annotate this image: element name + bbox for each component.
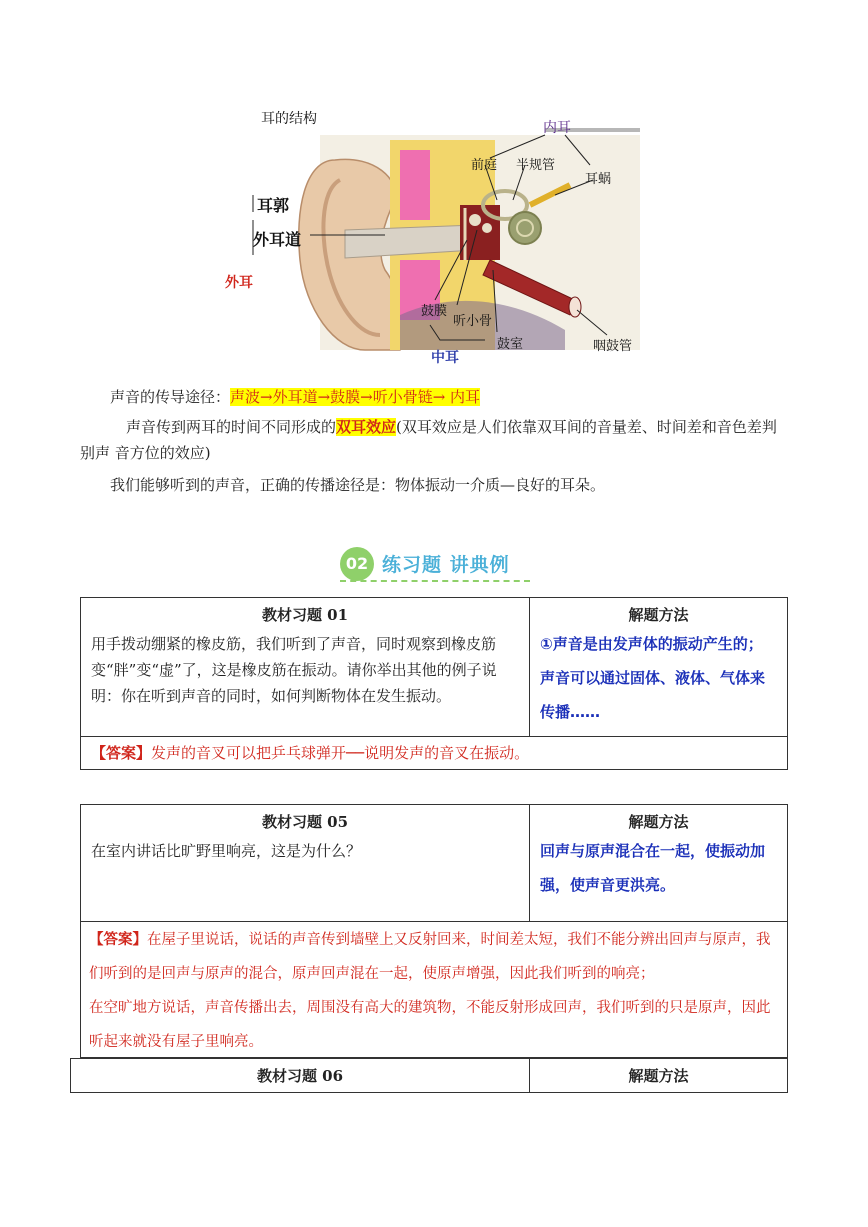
binaural-term: 双耳效应 bbox=[336, 418, 397, 436]
conduction-path-prefix: 声音的传导途径： bbox=[110, 388, 231, 406]
label-eardrum: 鼓膜 bbox=[421, 304, 448, 319]
label-auricle: 耳郭 bbox=[257, 196, 290, 215]
exercise-01-row bbox=[81, 598, 787, 736]
label-vestibule: 前庭 bbox=[471, 158, 498, 173]
exercise-table-06 bbox=[70, 1058, 788, 1093]
exercise-05-title: 教材习题 05 bbox=[261, 813, 349, 831]
exercise-01-method: ①声音是由发声体的振动产生的；声音可以通过固体、液体、气体来传播…… bbox=[540, 635, 766, 721]
exercise-01-method-title: 解题方法 bbox=[628, 606, 689, 624]
label-inner-ear: 内耳 bbox=[543, 120, 571, 136]
label-semicircular: 半规管 bbox=[516, 158, 556, 173]
exercise-01-question: 用手拨动绷紧的橡皮筋，我们听到了声音，同时观察到橡皮筋变“胖”变“虚”了，这是橡皮筋在振动。请你举出其他的例子说明：你在听到声音的同时，如何判断物体在发生振动。 bbox=[91, 635, 497, 705]
figure-title: 耳的结构 bbox=[261, 111, 317, 127]
label-ear-canal: 外耳道 bbox=[253, 230, 302, 249]
exercise-table-01 bbox=[80, 597, 788, 770]
exercise-06-question-cell bbox=[71, 1059, 530, 1092]
binaural-rest: (双耳效应是人们依靠双耳间的音量差、时间差和音色差判 bbox=[396, 418, 777, 436]
label-ossicles: 听小骨 bbox=[453, 314, 493, 329]
exercise-01-answer bbox=[91, 737, 777, 769]
exercise-05-answer-p1: 在屋子里说话，说话的声音传到墙壁上又反射回来，时间差太短，我们不能分辨出回声与原声，我们听到的是回声与原声的混合，原声回声混在一起，使原声增强，因此我们听到的响亮； bbox=[89, 932, 771, 982]
conduction-path-highlight: 声波→外耳道→鼓膜→听小骨链→ 内耳 bbox=[230, 388, 481, 406]
exercise-05-row bbox=[81, 805, 787, 921]
label-middle-ear: 中耳 bbox=[431, 350, 459, 366]
exercise-05-question-cell bbox=[81, 805, 530, 921]
exercise-05-method-cell bbox=[530, 805, 787, 921]
exercise-01-answer-row bbox=[81, 737, 787, 771]
exercise-05-answer-tag: 【答案】 bbox=[89, 931, 147, 948]
section-underline bbox=[340, 580, 530, 582]
conduction-path bbox=[110, 384, 480, 410]
section-banner bbox=[340, 544, 530, 584]
exercise-01-method-cell bbox=[530, 598, 787, 736]
exercise-table-05 bbox=[80, 804, 788, 1058]
exercise-01-answer-tag: 【答案】 bbox=[91, 744, 152, 762]
binaural-paragraph bbox=[80, 414, 800, 466]
ear-structure-figure bbox=[225, 100, 645, 370]
exercise-05-answer-row bbox=[81, 923, 787, 1057]
exercise-01-title: 教材习题 01 bbox=[261, 606, 349, 624]
exercise-06-title: 教材习题 06 bbox=[256, 1067, 344, 1085]
exercise-05-method-title: 解题方法 bbox=[628, 813, 689, 831]
section-number-badge: 02 bbox=[340, 547, 374, 581]
binaural-line2: 别声 音方位的效应) bbox=[80, 444, 211, 462]
exercise-05-answer bbox=[89, 923, 779, 991]
label-eustachian: 咽鼓管 bbox=[593, 339, 633, 354]
exercise-01-question-cell bbox=[81, 598, 530, 736]
exercise-05-method: 回声与原声混合在一起，使振动加强，使声音更洪亮。 bbox=[540, 842, 766, 894]
label-outer-ear: 外耳 bbox=[225, 275, 253, 291]
label-tympanic: 鼓室 bbox=[497, 337, 524, 352]
exercise-05-answer-p2: 在空旷地方说话，声音传播出去，周围没有高大的建筑物，不能反射形成回声，我们听到的只是原声，因此听起来就没有屋子里响亮。 bbox=[89, 1000, 771, 1050]
hearing-path: 我们能够听到的声音，正确的传播途径是：物体振动一介质—良好的耳朵。 bbox=[110, 476, 606, 494]
section-title: 练习题 讲典例 bbox=[382, 554, 510, 576]
label-cochlea: 耳蜗 bbox=[585, 172, 612, 187]
binaural-prefix: 声音传到两耳的时间不同形成的 bbox=[126, 418, 337, 436]
exercise-05-question: 在室内讲话比旷野里响亮，这是为什么？ bbox=[91, 842, 362, 860]
exercise-01-answer-text: 发声的音叉可以把乒乓球弹开──说明发声的音叉在振动。 bbox=[151, 744, 530, 762]
exercise-06-method-title: 解题方法 bbox=[628, 1067, 689, 1085]
exercise-06-method-cell bbox=[530, 1059, 787, 1092]
